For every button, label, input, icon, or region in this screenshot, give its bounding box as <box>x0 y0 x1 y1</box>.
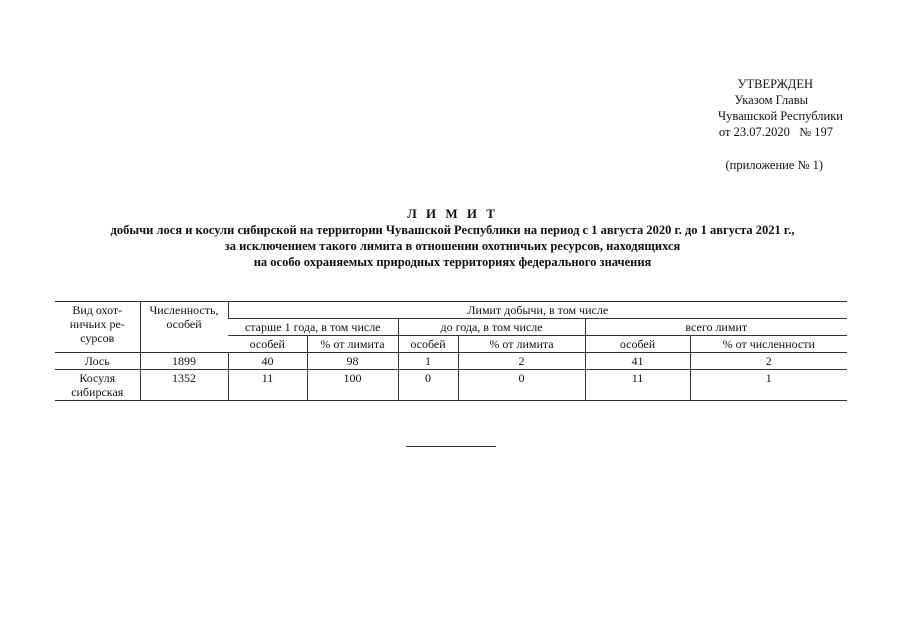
table-row <box>55 353 847 370</box>
table-row <box>55 370 847 401</box>
limits-table <box>55 301 847 401</box>
cell-population: 1352 <box>140 370 228 401</box>
cell-total-pct: 2 <box>690 353 847 370</box>
cell-young-pct: 2 <box>458 353 585 370</box>
header-older-count: особей <box>228 336 307 353</box>
resource-name-line: сибирская <box>71 385 124 399</box>
header-resource-line-1: Вид охот- <box>72 303 123 317</box>
header-total-count: особей <box>585 336 690 353</box>
appendix-label: (приложение № 1) <box>725 158 823 172</box>
header-young-pct: % от лимита <box>458 336 585 353</box>
approval-date-number: от 23.07.2020 № 197 <box>718 125 833 139</box>
resource-name-line: Лось <box>84 354 110 368</box>
header-resource-type <box>55 302 140 353</box>
cell-population: 1899 <box>140 353 228 370</box>
header-older: старше 1 года, в том числе <box>228 319 398 336</box>
header-resource-line-2: ничьих ре- <box>69 317 125 331</box>
title-line-3: на особо охраняемых природных территориях федерального значения <box>253 255 652 269</box>
cell-young-count: 0 <box>398 370 458 401</box>
cell-older-count: 40 <box>228 353 307 370</box>
cell-resource-name <box>55 370 140 401</box>
cell-young-pct: 0 <box>458 370 585 401</box>
cell-older-pct: 98 <box>307 353 398 370</box>
cell-total-count: 41 <box>585 353 690 370</box>
header-total-pct: % от численности <box>690 336 847 353</box>
header-population <box>140 302 228 353</box>
header-total: всего лимит <box>585 319 847 336</box>
approval-decree: Указом Главы <box>734 93 808 107</box>
title-line-1: добычи лося и косули сибирской на территории Чувашской Республики на период с 1 августа 2020 г. до 1 августа 2021 г., <box>110 223 795 237</box>
header-population-line-2: особей <box>166 317 202 331</box>
cell-young-count: 1 <box>398 353 458 370</box>
end-divider <box>406 446 496 447</box>
cell-total-pct: 1 <box>690 370 847 401</box>
resource-name-line: Косуля <box>79 371 116 385</box>
header-resource-line-3: сурсов <box>80 331 115 345</box>
title-heading: Л И М И Т <box>407 206 498 221</box>
approval-stamp <box>643 76 843 140</box>
header-population-line-1: Численность, <box>149 303 219 317</box>
approval-status: УТВЕРЖДЕН <box>737 77 813 91</box>
header-limit-group: Лимит добычи, в том числе <box>228 302 847 319</box>
header-young: до года, в том числе <box>398 319 585 336</box>
approval-authority: Чувашской Республики <box>717 109 843 123</box>
header-older-pct: % от лимита <box>307 336 398 353</box>
title-line-2: за исключением такого лимита в отношении охотничьих ресурсов, находящихся <box>224 239 681 253</box>
cell-resource-name <box>55 353 140 370</box>
cell-older-pct: 100 <box>307 370 398 401</box>
cell-older-count: 11 <box>228 370 307 401</box>
header-young-count: особей <box>398 336 458 353</box>
cell-total-count: 11 <box>585 370 690 401</box>
document-title <box>40 206 865 270</box>
